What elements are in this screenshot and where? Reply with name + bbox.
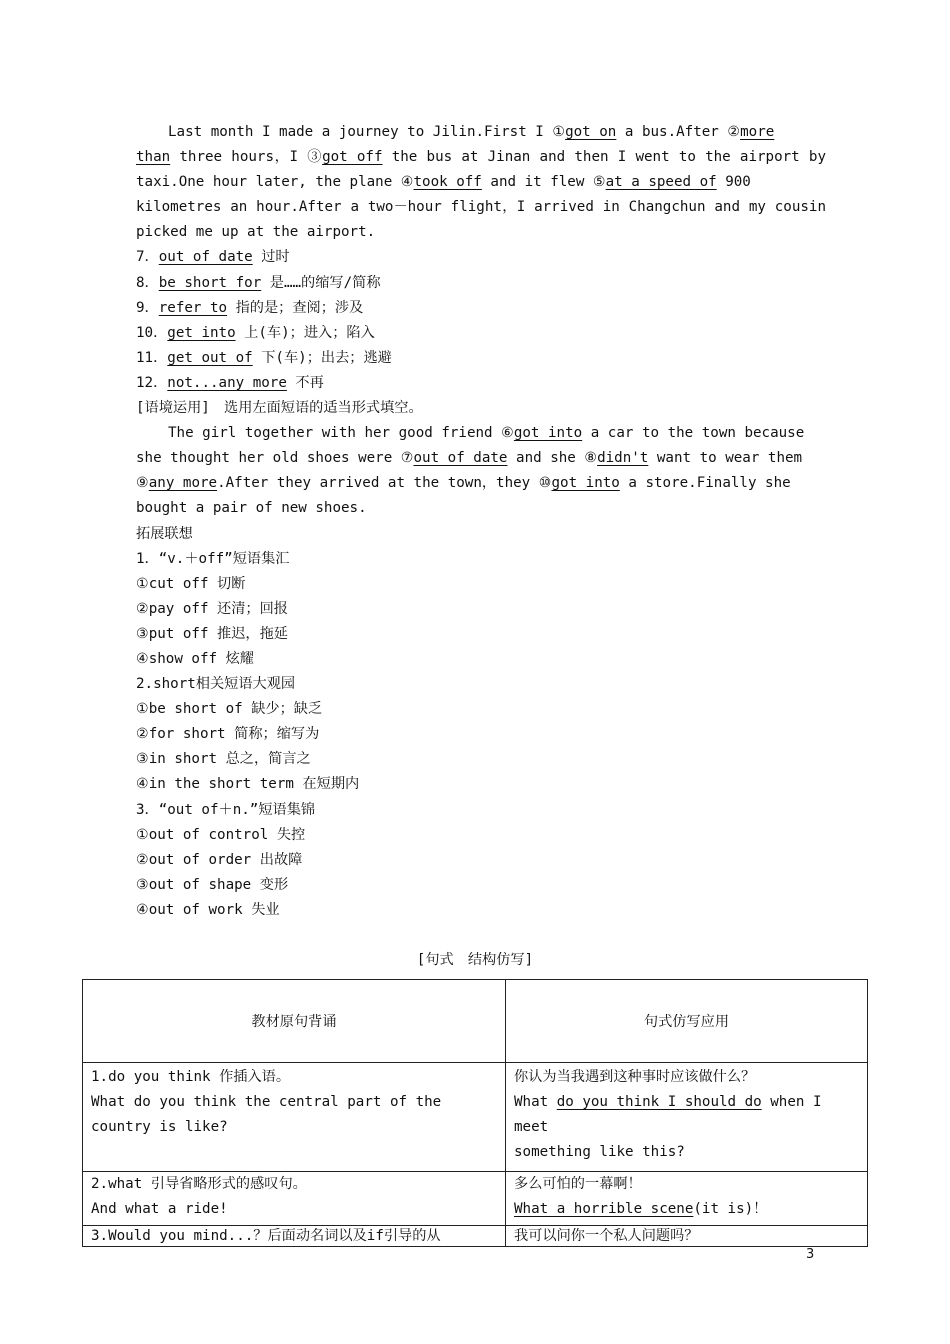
text: three hours，I ③ <box>170 149 323 166</box>
answer-blank-7: out of date <box>413 450 508 467</box>
answer-blank-4: took off <box>413 174 482 191</box>
text: taxi.One hour later, the plane ④ <box>136 174 414 191</box>
phrase: not...any more <box>167 374 287 391</box>
phrase: be short for <box>158 274 262 291</box>
answer-blank-6: got into <box>513 425 583 442</box>
phrase-meaning: 是……的缩写/简称 <box>261 274 381 291</box>
answer-blank-2b: than <box>136 149 171 166</box>
phrase-number: 8． <box>136 274 159 291</box>
text: she thought her old shoes were ⑦ <box>136 450 414 467</box>
text: want to wear them <box>648 450 803 467</box>
table-row <box>83 1063 868 1172</box>
list-item: ②out of order 出故障 <box>136 851 303 868</box>
cell-line: something like this? <box>514 1144 685 1160</box>
passage1-line-3 <box>136 170 826 195</box>
passage1-line-5: picked me up at the airport. <box>136 224 376 241</box>
text: and she ⑧ <box>507 450 598 467</box>
text: ⑨ <box>136 475 149 492</box>
list-item: ①be short of 缺少；缺乏 <box>136 701 323 718</box>
answer-blank-8: didn't <box>597 450 649 467</box>
phrase-meaning: 过时 <box>252 249 290 266</box>
cell-line: 多么可怕的一幕啊！ <box>514 1176 642 1192</box>
text: 900 <box>716 174 751 191</box>
text: The girl together with her good friend ⑥ <box>168 425 514 442</box>
phrase-item <box>136 245 826 270</box>
list-item: ①out of control 失控 <box>136 826 306 843</box>
table-row <box>83 1172 868 1226</box>
cell-line: 你认为当我遇到这种事时应该做什么？ <box>514 1069 756 1085</box>
text: (it is)！ <box>693 1201 768 1217</box>
answer-blank-3: got off <box>322 149 383 166</box>
answer-blank: What a horrible scene <box>514 1201 694 1217</box>
text: a store.Finally she <box>619 475 791 492</box>
extension-heading: 拓展联想 <box>136 525 193 542</box>
phrase: get into <box>167 324 236 341</box>
passage1-line-1 <box>136 120 826 145</box>
group-title: 3．“out of＋n.”短语集锦 <box>136 801 316 818</box>
phrase-item <box>136 271 826 296</box>
cell-line <box>514 1090 859 1140</box>
list-item: ③put off 推迟，拖延 <box>136 625 288 642</box>
list-item: ③out of shape 变形 <box>136 876 289 893</box>
table-cell-right <box>506 1226 868 1247</box>
list-item: ①cut off 切断 <box>136 575 246 592</box>
cell-line: And what a ride! <box>91 1201 228 1217</box>
passage2-line-2 <box>136 446 826 471</box>
text: Last month I made a journey to Jilin.First I ① <box>168 124 566 140</box>
phrase: refer to <box>158 299 228 316</box>
main-content <box>136 120 826 923</box>
phrase-meaning: 不再 <box>286 374 324 391</box>
text: the bus at Jinan and then I went to the airport by <box>382 149 826 166</box>
group-title: 1．“v.＋off”短语集汇 <box>136 550 290 567</box>
phrase: get out of <box>167 349 253 366</box>
phrase-item <box>136 371 826 396</box>
group-title: 2.short相关短语大观园 <box>136 676 296 693</box>
passage1-line-4: kilometres an hour.After a two－hour flight，I arrived in Changchun and my cousin <box>136 199 826 216</box>
table-cell-left <box>83 1226 506 1247</box>
passage1-line-2 <box>136 145 826 170</box>
list-item: ④in the short term 在短期内 <box>136 776 360 793</box>
phrase-item <box>136 296 826 321</box>
list-item: ②pay off 还清；回报 <box>136 600 288 617</box>
phrase-item <box>136 346 826 371</box>
cell-line: 2.what 引导省略形式的感叹句。 <box>91 1176 307 1192</box>
table-cell-right <box>506 1063 868 1172</box>
table-header-left: 教材原句背诵 <box>83 980 506 1063</box>
list-item: ③in short 总之，简言之 <box>136 751 311 768</box>
list-item: ④show off 炫耀 <box>136 650 254 667</box>
cell-line: 3.Would you mind...？后面动名词以及if引导的从 <box>91 1228 441 1244</box>
table-header-row <box>83 980 868 1063</box>
cell-line <box>514 1197 859 1222</box>
answer-blank: do you think I should do <box>556 1094 762 1110</box>
cell-line: country is like? <box>91 1119 228 1135</box>
passage2-line-4: bought a pair of new shoes. <box>136 500 367 517</box>
cell-line: 我可以问你一个私人问题吗？ <box>514 1228 699 1244</box>
phrase-meaning: 下(车)；出去；逃避 <box>252 349 392 366</box>
table-cell-right <box>506 1172 868 1226</box>
text: when I meet <box>514 1094 822 1135</box>
passage2-line-1 <box>136 421 826 446</box>
answer-blank-5: at a speed of <box>605 174 717 191</box>
phrase-number: 12． <box>136 374 168 391</box>
phrase-number: 11． <box>136 349 168 366</box>
text: a car to the town because <box>582 425 805 442</box>
answer-blank-1: got on <box>565 124 617 140</box>
text: and it flew ⑤ <box>481 174 606 191</box>
sentence-table <box>82 979 868 1247</box>
table-header-right: 句式仿写应用 <box>506 980 868 1063</box>
phrase-meaning: 上(车)；进入；陷入 <box>235 324 375 341</box>
answer-blank-10: got into <box>551 475 620 492</box>
table-cell-left <box>83 1172 506 1226</box>
answer-blank-9: any more <box>148 475 218 492</box>
text: a bus.After ② <box>616 124 741 140</box>
passage2-line-3 <box>136 471 826 496</box>
list-item: ②for short 简称；缩写为 <box>136 726 320 743</box>
section-title: [句式 结构仿写] <box>416 952 534 968</box>
phrase-meaning: 指的是；查阅；涉及 <box>227 299 364 316</box>
cell-line: What do you think the central part of the <box>91 1094 442 1110</box>
phrase-number: 7． <box>136 249 159 266</box>
page-number: 3 <box>806 1247 815 1262</box>
phrase-item <box>136 321 826 346</box>
text: .After they arrived at the town，they ⑩ <box>217 475 552 492</box>
phrase-number: 9． <box>136 299 159 316</box>
text: What <box>514 1094 557 1110</box>
phrase: out of date <box>158 249 253 266</box>
cell-line: 1.do you think 作插入语。 <box>91 1069 291 1085</box>
list-item: ④out of work 失业 <box>136 901 280 918</box>
context-heading: [语境运用] 选用左面短语的适当形式填空。 <box>136 400 423 417</box>
answer-blank-2: more <box>740 124 775 140</box>
phrase-number: 10． <box>136 324 168 341</box>
table-row <box>83 1226 868 1247</box>
table-cell-left <box>83 1063 506 1172</box>
